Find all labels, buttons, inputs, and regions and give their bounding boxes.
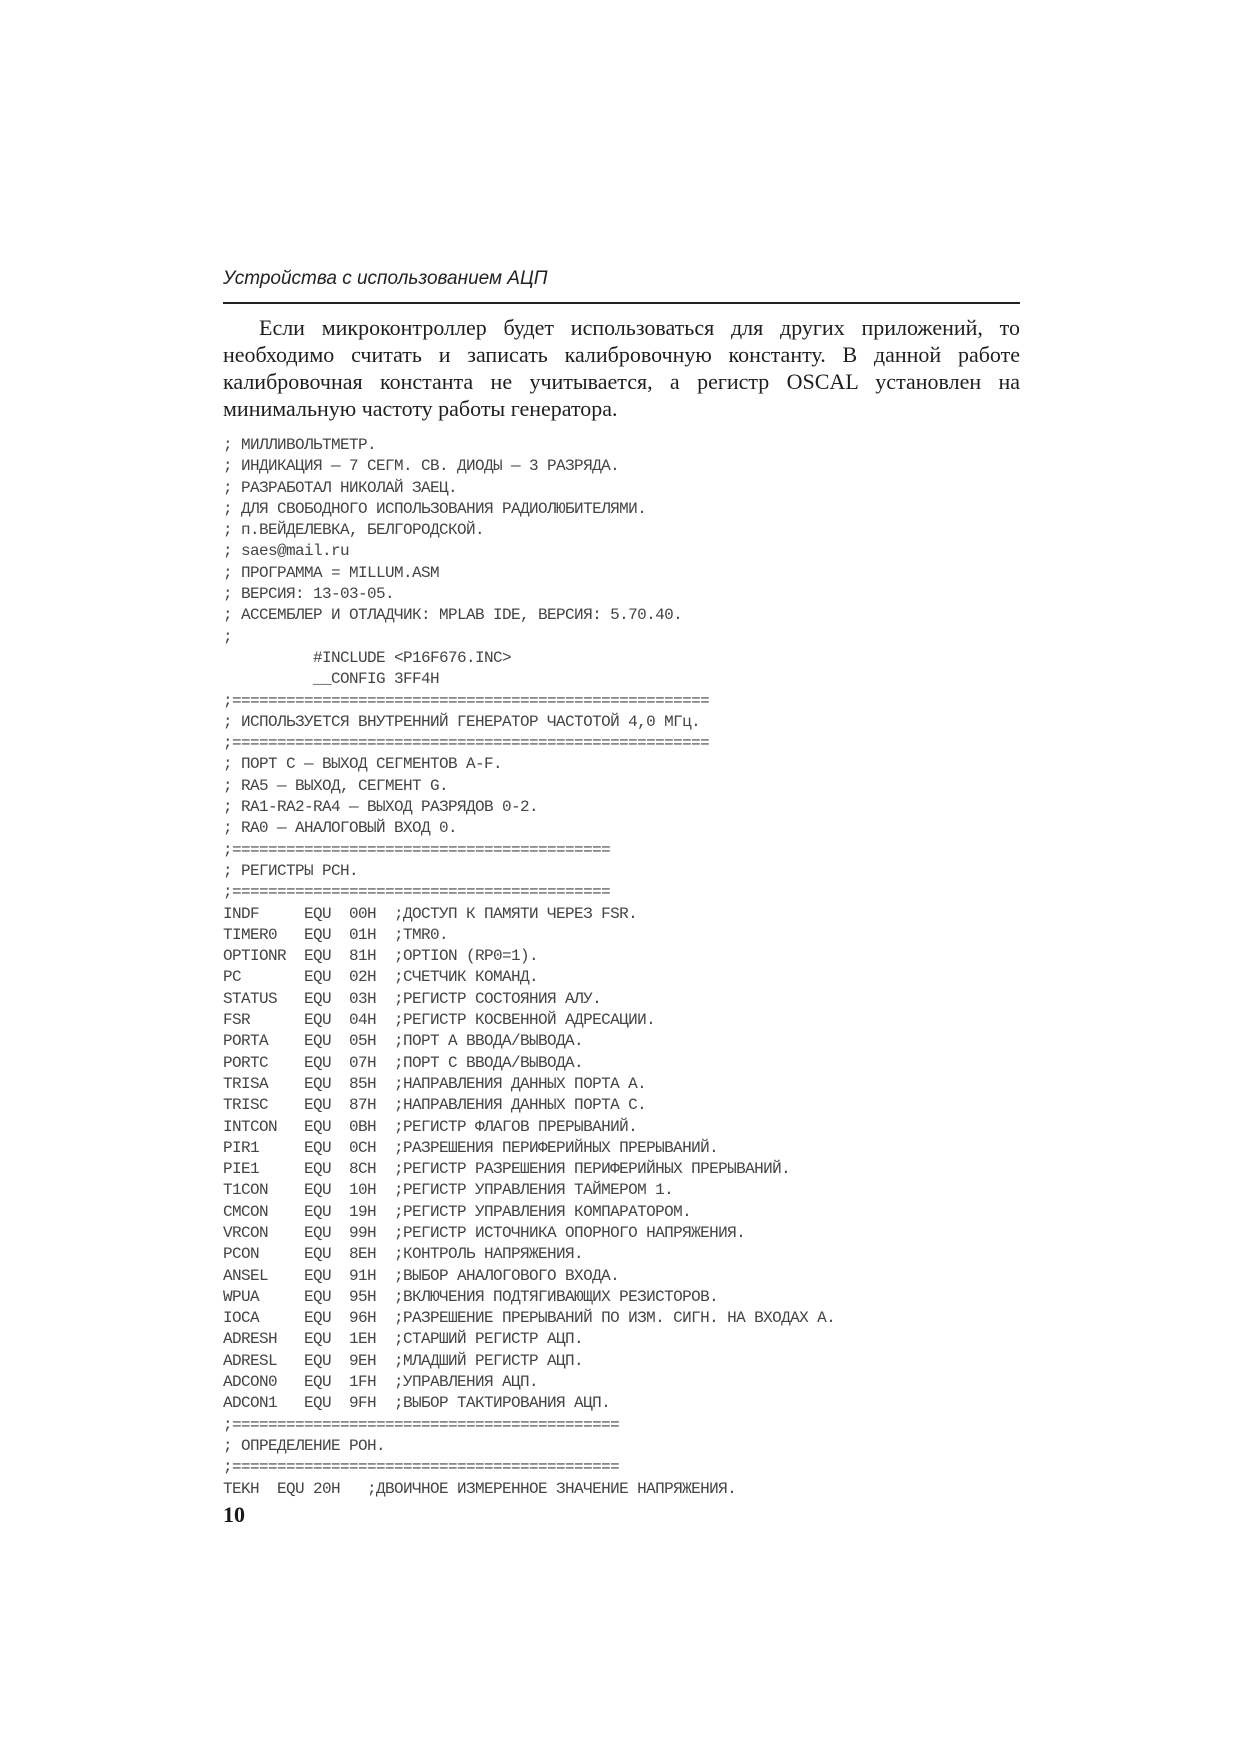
code-line: CMCON EQU 19H ;РЕГИСТР УПРАВЛЕНИЯ КОМПАРАТОРОМ. <box>223 1202 692 1221</box>
code-line: ; <box>223 627 233 646</box>
code-line: ADCON0 EQU 1FH ;УПРАВЛЕНИЯ АЦП. <box>223 1373 539 1392</box>
code-line: WPUA EQU 95H ;ВКЛЮЧЕНИЯ ПОДТЯГИВАЮЩИХ РЕЗИСТОРОВ. <box>223 1287 719 1306</box>
code-line: FSR EQU 04H ;РЕГИСТР КОСВЕННОЙ АДРЕСАЦИИ. <box>223 1011 656 1030</box>
code-line: IOCA EQU 96H ;РАЗРЕШЕНИЕ ПРЕРЫВАНИЙ ПО ИЗМ. СИГН. НА ВХОДАХ А. <box>223 1309 836 1328</box>
code-line: ;========================================== <box>223 883 611 902</box>
code-line: ADRESH EQU 1EH ;СТАРШИЙ РЕГИСТР АЦП. <box>223 1330 584 1349</box>
code-line: PCON EQU 8EH ;КОНТРОЛЬ НАПРЯЖЕНИЯ. <box>223 1245 584 1264</box>
code-line: ; RA1-RA2-RA4 — ВЫХОД РАЗРЯДОВ 0-2. <box>223 798 539 817</box>
code-line: ;=========================================== <box>223 1458 620 1477</box>
code-line: ;===================================================== <box>223 734 710 753</box>
code-line: ;===================================================== <box>223 691 710 710</box>
code-line: ; ИСПОЛЬЗУЕТСЯ ВНУТРЕННИЙ ГЕНЕРАТОР ЧАСТОТОЙ 4,0 МГц. <box>223 712 701 731</box>
running-header: Устройства с использованием АЦП <box>223 268 548 289</box>
code-line: ; п.ВЕЙДЕЛЕВКА, БЕЛГОРОДСКОЙ. <box>223 521 485 540</box>
code-line: ANSEL EQU 91H ;ВЫБОР АНАЛОГОВОГО ВХОДА. <box>223 1266 620 1285</box>
code-line: T1CON EQU 10H ;РЕГИСТР УПРАВЛЕНИЯ ТАЙМЕРОМ 1. <box>223 1181 674 1200</box>
page-number: 10 <box>223 1502 245 1527</box>
code-line: ; ВЕРСИЯ: 13-03-05. <box>223 585 395 604</box>
code-line: VRCON EQU 99H ;РЕГИСТР ИСТОЧНИКА ОПОРНОГО НАПРЯЖЕНИЯ. <box>223 1223 746 1242</box>
code-line: ; РЕГИСТРЫ РСН. <box>223 861 359 880</box>
code-line: ; saes@mail.ru <box>223 542 350 561</box>
code-line: __CONFIG 3FF4H <box>223 670 440 689</box>
code-line: PORTA EQU 05H ;ПОРТ А ВВОДА/ВЫВОДА. <box>223 1032 584 1051</box>
code-line: ; ОПРЕДЕЛЕНИЕ РОН. <box>223 1436 386 1455</box>
code-line: ; ПОРТ C — ВЫХОД СЕГМЕНТОВ A-F. <box>223 755 503 774</box>
code-line: ; МИЛЛИВОЛЬТМЕТР. <box>223 436 377 454</box>
code-line: INDF EQU 00H ;ДОСТУП К ПАМЯТИ ЧЕРЕЗ FSR. <box>223 904 638 923</box>
code-line: ; АССЕМБЛЕР И ОТЛАДЧИК: MPLAB IDE, ВЕРСИЯ: 5.70.40. <box>223 606 683 625</box>
header-divider <box>223 302 1020 304</box>
code-line: TIMER0 EQU 01H ;TMR0. <box>223 925 449 944</box>
code-line: #INCLUDE <P16F676.INC> <box>223 648 512 667</box>
code-line: INTCON EQU 0BH ;РЕГИСТР ФЛАГОВ ПРЕРЫВАНИЙ. <box>223 1117 638 1136</box>
code-line: ADCON1 EQU 9FH ;ВЫБОР ТАКТИРОВАНИЯ АЦП. <box>223 1394 611 1413</box>
code-line: ; RA5 — ВЫХОД, СЕГМЕНТ G. <box>223 776 449 795</box>
code-line: PORTC EQU 07H ;ПОРТ С ВВОДА/ВЫВОДА. <box>223 1053 584 1072</box>
code-line: ;========================================== <box>223 840 611 859</box>
code-line: TRISA EQU 85H ;НАПРАВЛЕНИЯ ДАННЫХ ПОРТА А. <box>223 1074 647 1093</box>
code-line: TRISC EQU 87H ;НАПРАВЛЕНИЯ ДАННЫХ ПОРТА С. <box>223 1096 647 1115</box>
code-line: OPTIONR EQU 81H ;OPTION (RP0=1). <box>223 947 539 966</box>
code-line: ; ДЛЯ СВОБОДНОГО ИСПОЛЬЗОВАНИЯ РАДИОЛЮБИТЕЛЯМИ. <box>223 499 647 518</box>
code-line: PC EQU 02H ;СЧЕТЧИК КОМАНД. <box>223 968 539 987</box>
code-line: ; РАЗРАБОТАЛ НИКОЛАЙ ЗАЕЦ. <box>223 478 458 497</box>
code-line: ; ИНДИКАЦИЯ — 7 СЕГМ. СВ. ДИОДЫ — 3 РАЗРЯДА. <box>223 457 620 476</box>
code-line: ; ПРОГРАММА = MILLUM.ASM <box>223 563 440 582</box>
code-line: STATUS EQU 03H ;РЕГИСТР СОСТОЯНИЯ АЛУ. <box>223 989 602 1008</box>
code-listing <box>223 435 1023 1500</box>
code-line: TEKH EQU 20H ;ДВОИЧНОЕ ИЗМЕРЕННОЕ ЗНАЧЕНИЕ НАПРЯЖЕНИЯ. <box>223 1479 737 1498</box>
code-line: ADRESL EQU 9EH ;МЛАДШИЙ РЕГИСТР АЦП. <box>223 1351 584 1370</box>
code-line: ; RA0 — АНАЛОГОВЫЙ ВХОД 0. <box>223 819 458 838</box>
code-line: ;=========================================== <box>223 1415 620 1434</box>
intro-paragraph: Если микроконтроллер будет использоваться для других приложений, то необходимо считать и записать калибровочную константу. В данной работе калибровочная константа не учитывается, а регистр OSCAL установлен на минимальную частоту работы генератора. <box>223 315 1020 421</box>
code-line: PIE1 EQU 8CH ;РЕГИСТР РАЗРЕШЕНИЯ ПЕРИФЕРИЙНЫХ ПРЕРЫВАНИЙ. <box>223 1160 791 1179</box>
code-line: PIR1 EQU 0CH ;РАЗРЕШЕНИЯ ПЕРИФЕРИЙНЫХ ПРЕРЫВАНИЙ. <box>223 1138 719 1157</box>
